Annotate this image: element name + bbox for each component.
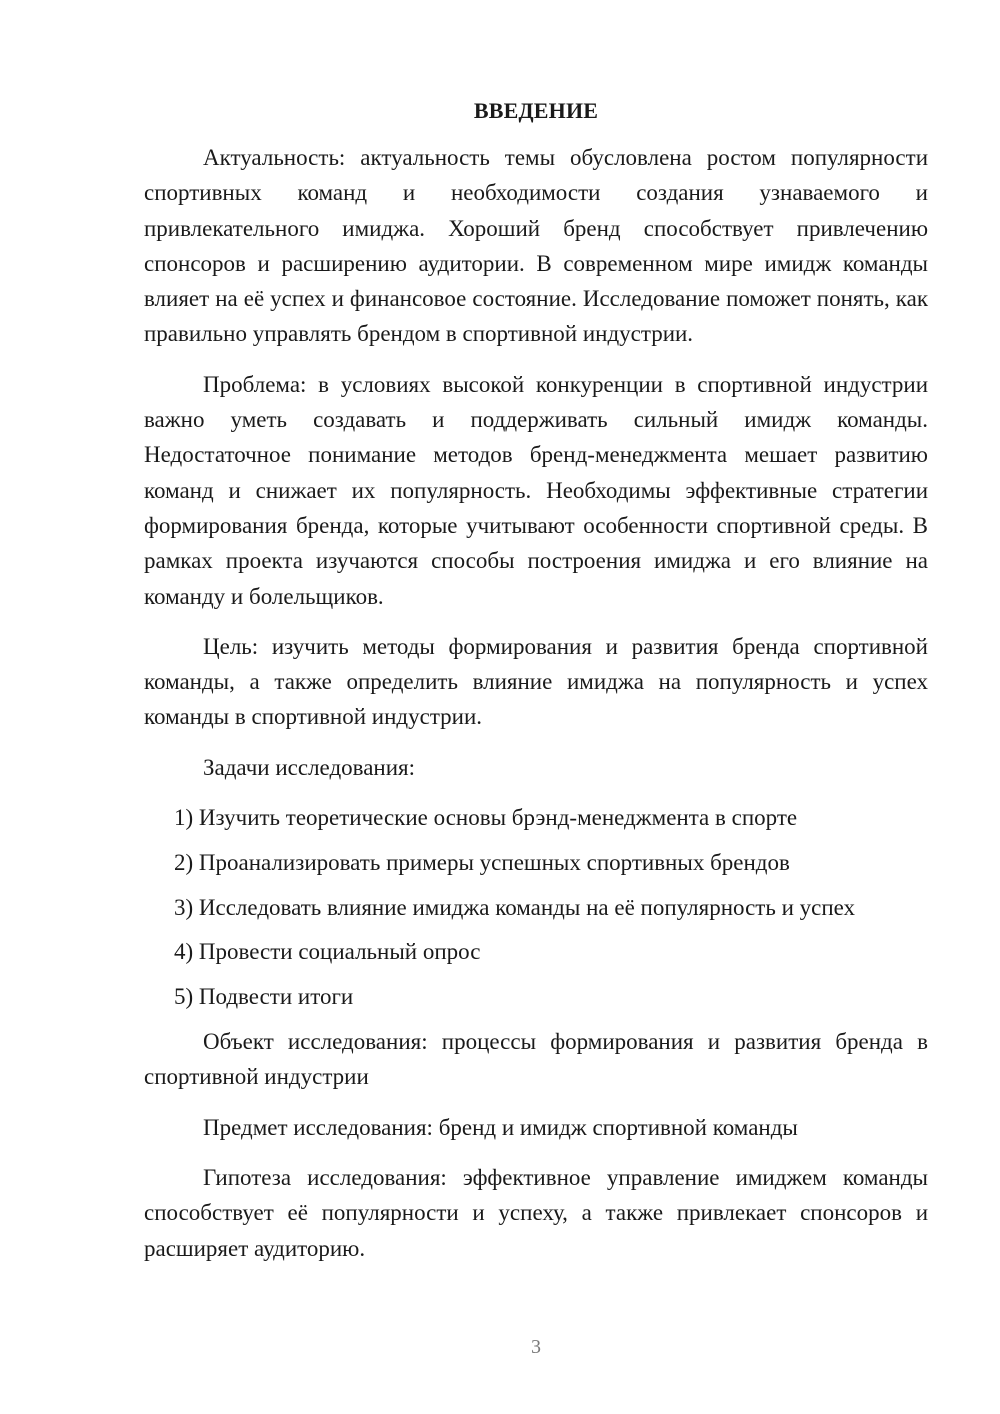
task-item-4: 4) Провести социальный опрос <box>174 939 481 965</box>
paragraph-goal: Цель: изучить методы формирования и развития бренда спортивной команды, а также определить влияние имиджа на популярность и успех команды в спортивной индустрии. <box>144 633 928 730</box>
page-number: 3 <box>531 1336 541 1358</box>
paragraph-object: Объект исследования: процессы формирования и развития бренда в спортивной индустрии <box>144 1029 928 1090</box>
task-item-1: 1) Изучить теоретические основы брэнд-менеджмента в спорте <box>174 805 798 831</box>
task-item-2: 2) Проанализировать примеры успешных спортивных брендов <box>174 849 790 875</box>
task-item-3: 3) Исследовать влияние имиджа команды на её популярность и успех <box>174 894 856 920</box>
paragraph-relevance: Актуальность: актуальность темы обусловлена ростом популярности спортивных команд и необходимости создания узнаваемого и привлекательного имиджа. Хороший бренд способствует привлечению спонсоров и расширению аудитории. В современном мире имидж команды влияет на её успех и финансовое состояние. Исследование поможет понять, как правильно управлять брендом в спортивной индустрии. <box>144 145 928 347</box>
paragraph-subject: Предмет исследования: бренд и имидж спортивной команды <box>203 1114 798 1140</box>
tasks-heading: Задачи исследования: <box>203 754 416 780</box>
page-heading: ВВЕДЕНИЕ <box>473 98 599 123</box>
task-item-5: 5) Подвести итоги <box>174 984 354 1010</box>
paragraph-hypothesis: Гипотеза исследования: эффективное управление имиджем команды способствует её популярности и успеху, а также привлекает спонсоров и расширяет аудиторию. <box>144 1164 928 1261</box>
page-body <box>144 140 928 1281</box>
paragraph-problem: Проблема: в условиях высокой конкуренции в спортивной индустрии важно уметь создавать и поддерживать сильный имидж команды. Недостаточное понимание методов бренд-менеджмента мешает развитию команд и снижает их популярность. Необходимы эффективные стратегии формирования бренда, которые учитывают особенности спортивной среды. В рамках проекта изучаются способы построения имиджа и его влияние на команду и болельщиков. <box>144 371 928 609</box>
